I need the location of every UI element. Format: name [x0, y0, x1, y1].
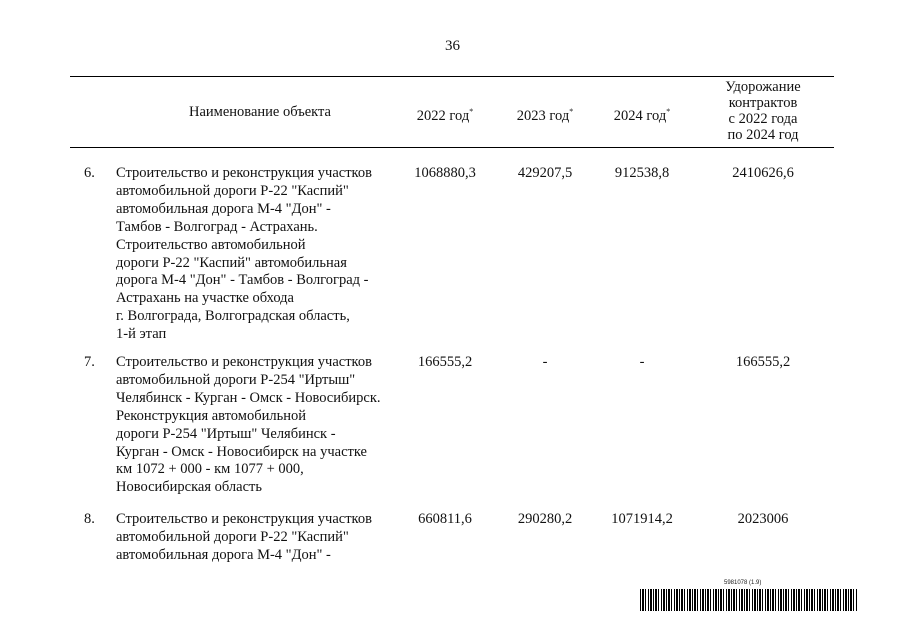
description-line: дороги Р-22 "Каспий" автомобильная [116, 254, 347, 271]
description-line: Реконструкция автомобильной [116, 407, 306, 424]
description-line: Строительство автомобильной [116, 236, 306, 253]
description-line: Астрахань на участке обхода [116, 290, 294, 307]
object-description [116, 511, 372, 565]
description-line: Курган - Омск - Новосибирск на участке [116, 443, 367, 460]
value-2023: 429207,5 [517, 165, 573, 181]
header-year-2024-label: 2024 год [613, 108, 667, 124]
header-year-2023 [500, 104, 590, 124]
description-line: Челябинск - Курган - Омск - Новосибирск. [116, 389, 381, 406]
row-number: 8. [84, 511, 95, 527]
value-2024: 1071914,2 [611, 511, 673, 527]
description-line: автомобильной дороги Р-254 "Иртыш" [116, 371, 356, 388]
description-line: Новосибирская область [116, 479, 262, 496]
description-line: автомобильная дорога М-4 "Дон" - [116, 546, 331, 563]
header-cost-increase-line: по 2024 год [727, 127, 799, 143]
description-line: автомобильная дорога М-4 "Дон" - [116, 200, 331, 217]
description-line: Строительство и реконструкция участков [116, 354, 372, 370]
value-2023: - [542, 354, 548, 370]
barcode [640, 589, 858, 611]
description-line: Тамбов - Волгоград - Астрахань. [116, 218, 318, 235]
header-year-2022 [400, 104, 490, 124]
header-year-2024 [597, 104, 687, 124]
object-description [116, 165, 372, 344]
table-top-rule [70, 76, 834, 77]
value-cost-increase: 2023006 [737, 511, 789, 527]
table-header-rule [70, 147, 834, 148]
header-object-name: Наименование объекта [189, 104, 331, 120]
value-2022: 660811,6 [418, 511, 472, 527]
header-cost-increase-line: с 2022 года [728, 111, 798, 127]
value-cost-increase: 2410626,6 [732, 165, 794, 181]
description-line: 1-й этап [116, 326, 167, 343]
description-line: км 1072 + 000 - км 1077 + 000, [116, 461, 304, 478]
asterisk-mark: * [569, 107, 574, 116]
header-year-2023-label: 2023 год [516, 108, 570, 124]
header-cost-increase-line: контрактов [728, 95, 798, 111]
value-2022: 166555,2 [417, 354, 473, 370]
page-number: 36 [445, 38, 460, 54]
value-2024: 912538,8 [614, 165, 670, 181]
description-line: г. Волгограда, Волгоградская область, [116, 308, 350, 325]
value-2022: 1068880,3 [414, 165, 476, 181]
description-line: автомобильной дороги Р-22 "Каспий" [116, 528, 349, 545]
description-line: автомобильной дороги Р-22 "Каспий" [116, 182, 349, 199]
value-2024: - [639, 354, 645, 370]
value-cost-increase: 166555,2 [735, 354, 791, 370]
description-line: дорога М-4 "Дон" - Тамбов - Волгоград - [116, 272, 369, 289]
barcode-label: 5981078 (1.9) [724, 580, 762, 586]
value-2023: 290280,2 [517, 511, 573, 527]
header-cost-increase-line: Удорожание [725, 79, 801, 95]
object-description [116, 354, 381, 497]
description-line: Строительство и реконструкция участков [116, 511, 372, 527]
row-number: 7. [84, 354, 95, 370]
header-year-2022-label: 2022 год [416, 108, 470, 124]
header-cost-increase [703, 79, 823, 143]
description-line: Строительство и реконструкция участков [116, 165, 372, 181]
row-number: 6. [84, 165, 95, 181]
asterisk-mark: * [666, 107, 671, 116]
asterisk-mark: * [469, 107, 474, 116]
description-line: дороги Р-254 "Иртыш" Челябинск - [116, 425, 336, 442]
